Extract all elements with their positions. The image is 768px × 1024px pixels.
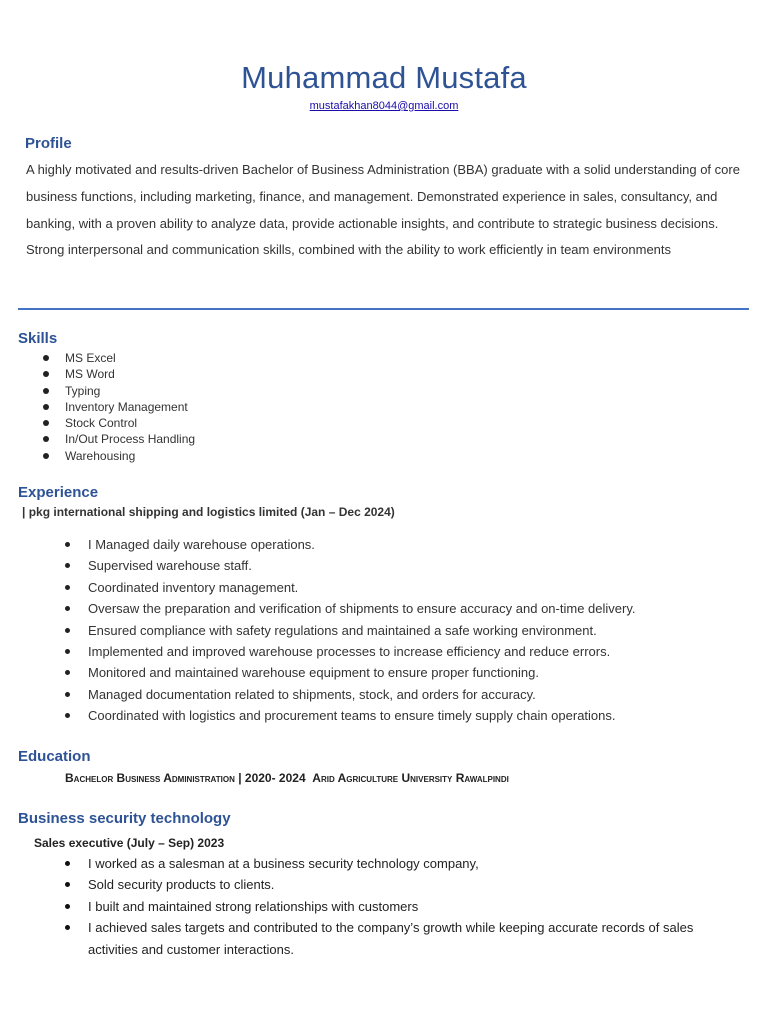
education-university: Arid Agriculture University Rawalpindi <box>312 771 509 785</box>
education-separator: | <box>234 771 245 785</box>
candidate-name: Muhammad Mustafa <box>241 60 527 95</box>
profile-heading: Profile <box>25 135 72 152</box>
experience-list <box>60 534 635 727</box>
skills-list <box>38 350 195 464</box>
business-item: I worked as a salesman at a business security technology company, <box>60 853 740 874</box>
business-item: I built and maintained strong relationships with customers <box>60 896 740 917</box>
skill-item: Typing <box>38 383 195 399</box>
business-heading: Business security technology <box>18 810 231 827</box>
experience-item: Supervised warehouse staff. <box>60 555 635 576</box>
experience-item: Ensured compliance with safety regulations and maintained a safe working environment. <box>60 620 635 641</box>
skill-item: In/Out Process Handling <box>38 431 195 447</box>
profile-text: A highly motivated and results-driven Bachelor of Business Administration (BBA) graduate with a solid understanding of core business functions, including marketing, finance, and management. Demonstrated experience in sales, consultancy, and banking, with a proven ability to analyze data, provide actionable insights, and contribute to strategic business decisions. Strong interpersonal and communication skills, combined with the ability to work efficiently in team environments <box>26 162 740 258</box>
skills-heading: Skills <box>18 330 58 347</box>
education-heading: Education <box>18 748 91 765</box>
email-link[interactable]: mustafakhan8044@gmail.com <box>309 100 459 112</box>
experience-item: Coordinated inventory management. <box>60 577 635 598</box>
skill-item: MS Word <box>38 366 195 382</box>
experience-item: Coordinated with logistics and procurement teams to ensure timely supply chain operations. <box>60 705 635 726</box>
skill-item: Stock Control <box>38 415 195 431</box>
business-list <box>60 853 740 960</box>
experience-item: Implemented and improved warehouse processes to increase efficiency and reduce errors. <box>60 641 635 662</box>
business-item: Sold security products to clients. <box>60 874 740 895</box>
skill-item: Warehousing <box>38 448 195 464</box>
section-divider <box>18 308 749 310</box>
experience-item: Monitored and maintained warehouse equipment to ensure proper functioning. <box>60 662 635 683</box>
education-years: 2020- 2024 <box>244 771 306 785</box>
skill-item: Inventory Management <box>38 399 195 415</box>
experience-company: | pkg international shipping and logistics limited (Jan – Dec 2024) <box>22 505 395 519</box>
education-degree: Bachelor Business Administration <box>65 771 235 785</box>
experience-item: I Managed daily warehouse operations. <box>60 534 635 555</box>
experience-item: Oversaw the preparation and verification of shipments to ensure accuracy and on-time delivery. <box>60 598 635 619</box>
business-item: I achieved sales targets and contributed to the company’s growth while keeping accurate records of sales activities and customer interactions. <box>60 917 740 960</box>
experience-heading: Experience <box>18 484 99 501</box>
experience-item: Managed documentation related to shipments, stock, and orders for accuracy. <box>60 684 635 705</box>
skill-item: MS Excel <box>38 350 195 366</box>
education-entry <box>65 771 509 785</box>
business-role: Sales executive (July – Sep) 2023 <box>34 836 225 850</box>
